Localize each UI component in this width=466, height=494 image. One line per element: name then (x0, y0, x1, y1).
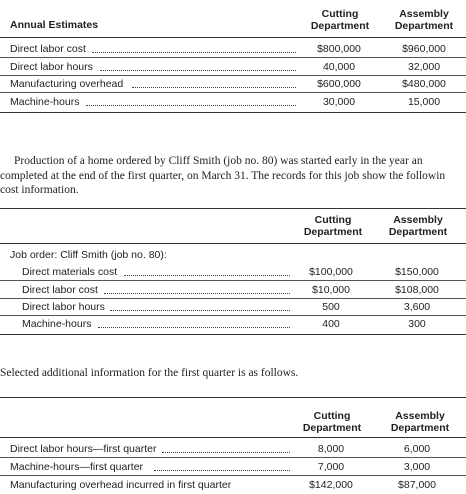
row-divider (0, 75, 466, 76)
cell-assembly: 15,000 (407, 96, 441, 108)
row-label: Machine-hours (10, 96, 80, 108)
cell-cutting: 7,000 (317, 461, 345, 473)
leader-dots (110, 310, 290, 311)
leader-dots (100, 70, 296, 71)
table-row (0, 265, 466, 279)
row-label: Machine-hours (22, 318, 92, 330)
row-divider (0, 315, 466, 316)
column-header-assembly: Assembly Department (394, 8, 454, 32)
cell-assembly: 3,000 (403, 461, 431, 473)
cell-assembly: $480,000 (402, 78, 446, 90)
paragraph-line: completed at the end of the first quarter, on March 31. The records for this job show the followin (0, 169, 446, 182)
table-row (0, 478, 466, 492)
leader-dots (98, 327, 290, 328)
row-label: Machine-hours—first quarter (10, 461, 144, 473)
column-header-cutting: Cutting Department (303, 214, 363, 238)
row-divider (0, 457, 466, 458)
cell-cutting: 400 (322, 318, 340, 330)
row-divider (0, 92, 466, 93)
leader-dots (104, 293, 290, 294)
header-rule (0, 243, 466, 244)
cell-cutting: $142,000 (309, 479, 353, 491)
cell-cutting: 30,000 (322, 96, 356, 108)
table-row (0, 317, 466, 331)
job-description-paragraph (0, 154, 466, 198)
row-divider (0, 298, 466, 299)
cell-assembly: 6,000 (403, 443, 431, 455)
paragraph-line: Production of a home ordered by Cliff Smith (job no. 80) was started early in the year an (14, 155, 423, 167)
row-label: Manufacturing overhead incurred in first quarter (10, 479, 232, 491)
row-divider (0, 280, 466, 281)
table-row (0, 60, 466, 74)
cell-assembly: 3,600 (403, 301, 431, 313)
job-order-label: Job order: Cliff Smith (job no. 80): (10, 249, 167, 261)
table-row (0, 42, 466, 56)
row-label: Manufacturing overhead (10, 78, 124, 90)
leader-dots (124, 275, 290, 276)
leader-dots (86, 105, 296, 106)
cell-assembly: $108,000 (395, 284, 439, 296)
cell-cutting: $10,000 (312, 284, 350, 296)
row-label: Direct materials cost (22, 266, 118, 278)
table-top-rule (0, 208, 466, 209)
header-rule (0, 37, 466, 38)
cell-cutting: 500 (322, 301, 340, 313)
leader-dots (92, 52, 296, 53)
row-label: Direct labor hours (10, 61, 93, 73)
table-row (0, 460, 466, 474)
table-row (0, 442, 466, 456)
column-header-assembly: Assembly Department (388, 214, 448, 238)
row-divider (0, 57, 466, 58)
cell-cutting: $100,000 (309, 266, 353, 278)
table-row (0, 283, 466, 297)
table-title: Annual Estimates (10, 19, 99, 31)
column-header-assembly: Assembly Department (390, 410, 450, 434)
row-label: Direct labor cost (22, 284, 98, 296)
leader-dots (132, 87, 296, 88)
leader-dots (162, 452, 290, 453)
table-row (0, 77, 466, 91)
leader-dots (154, 470, 290, 471)
column-header-cutting: Cutting Department (302, 410, 362, 434)
cell-assembly: 300 (408, 318, 426, 330)
cell-assembly: 32,000 (407, 61, 441, 73)
table-row (0, 95, 466, 109)
cell-assembly: $150,000 (395, 266, 439, 278)
header-rule (0, 437, 466, 438)
cell-assembly: $960,000 (402, 43, 446, 55)
cell-cutting: 8,000 (317, 443, 345, 455)
additional-info-paragraph: Selected additional information for the first quarter is as follows. (0, 367, 299, 379)
cell-cutting: $600,000 (317, 78, 361, 90)
paragraph-line: cost information. (0, 184, 79, 196)
row-divider (0, 475, 466, 476)
column-header-cutting: Cutting Department (310, 8, 370, 32)
table-row (0, 300, 466, 314)
row-label: Direct labor cost (10, 43, 86, 55)
table-top-rule (0, 397, 466, 398)
table-bottom-rule (0, 112, 466, 113)
cell-cutting: $800,000 (317, 43, 361, 55)
cell-cutting: 40,000 (322, 61, 356, 73)
cell-assembly: $87,000 (398, 479, 436, 491)
table-bottom-rule (0, 334, 466, 335)
row-label: Direct labor hours (22, 301, 105, 313)
row-label: Direct labor hours—first quarter (10, 443, 157, 455)
